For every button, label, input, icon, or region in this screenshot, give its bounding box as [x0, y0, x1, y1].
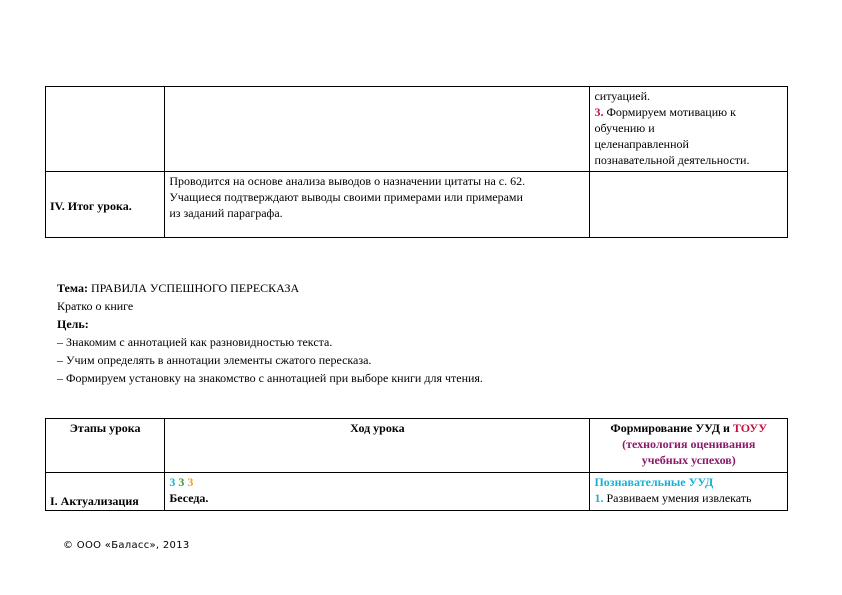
header-stages: Этапы урока: [46, 419, 165, 473]
goal-label: Цель:: [57, 317, 89, 331]
score-digits: [169, 474, 585, 490]
course-cell-empty: [165, 87, 590, 172]
touu-desc: (технология оценивания: [622, 437, 756, 451]
course-text: Беседа.: [169, 491, 209, 505]
goal-item: – Знакомим с аннотацией как разновидностью текста.: [57, 335, 333, 349]
goal-item: – Формируем установку на знакомство с аннотацией при выборе книги для чтения.: [57, 371, 483, 385]
uud-title: Познавательные УУД: [594, 475, 714, 489]
uud-line: обучению и: [594, 121, 655, 135]
step-number: 1.: [594, 491, 604, 505]
uud-line: ситуацией.: [594, 89, 651, 103]
course-line: из заданий параграфа.: [169, 206, 283, 220]
uud-line: целенаправленной: [594, 137, 689, 151]
header-course: Ход урока: [165, 419, 590, 473]
uud-text: Развиваем умения извлекать: [603, 491, 752, 505]
goal-item: – Учим определять в аннотации элементы сжатого пересказа.: [57, 353, 372, 367]
uud-cell: [590, 473, 788, 511]
stage-cell: [46, 172, 165, 238]
copyright-footer: © ООО «Баласс», 2013: [63, 540, 190, 551]
course-line: Проводится на основе анализа выводов о назначении цитаты на с. 62.: [169, 174, 526, 188]
score-digit: 3: [169, 475, 176, 489]
lesson-table: [45, 418, 788, 511]
course-line: Учащиеся подтверждают выводы своими примерами или примерами: [169, 190, 523, 204]
stage-title: IV. Итог урока.: [50, 199, 132, 213]
stage-title: I. Актуализация: [50, 494, 139, 508]
uud-cell-empty: [590, 172, 788, 238]
uud-cell: [590, 87, 788, 172]
course-cell: [165, 473, 590, 511]
touu-label: ТОУУ: [732, 421, 768, 435]
topic-block: [57, 279, 757, 387]
touu-desc: учебных успехов): [641, 453, 736, 467]
course-cell: [165, 172, 590, 238]
topic-label: Тема:: [57, 281, 88, 295]
lesson-table-continued: [45, 86, 788, 238]
header-uud: [590, 419, 788, 473]
uud-line: познавательной деятельности.: [594, 153, 750, 167]
step-number: 3.: [594, 105, 604, 119]
uud-line: Формируем мотивацию к: [603, 105, 736, 119]
stage-cell: [46, 473, 165, 511]
topic-title: ПРАВИЛА УСПЕШНОГО ПЕРЕСКАЗА: [87, 281, 300, 295]
score-digit: 3: [187, 475, 194, 489]
topic-subtitle: Кратко о книге: [57, 299, 134, 313]
stage-cell-empty: [46, 87, 165, 172]
header-uud-label: Формирование УУД и: [610, 421, 733, 435]
score-digit: 3: [178, 475, 185, 489]
